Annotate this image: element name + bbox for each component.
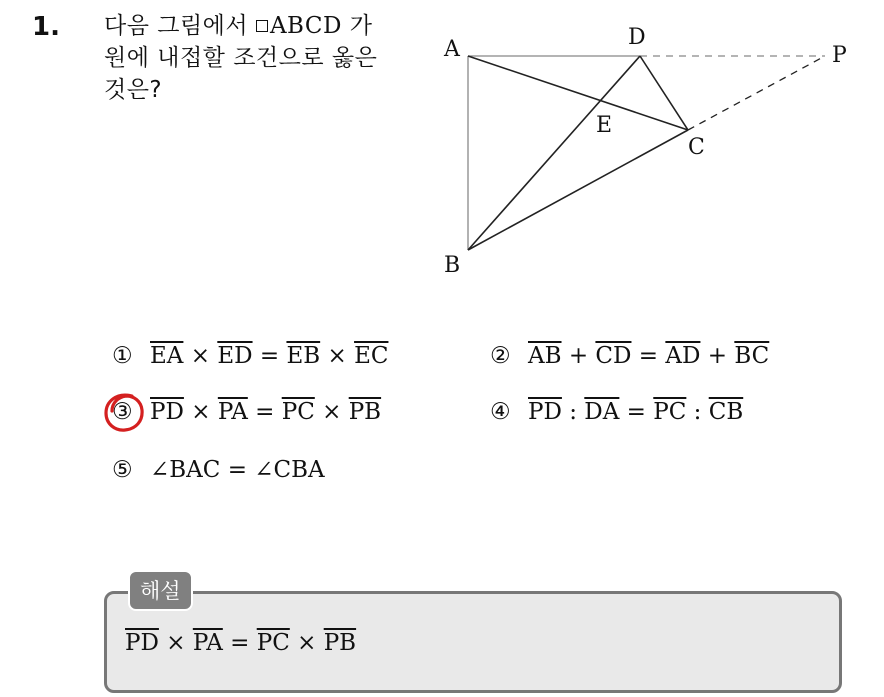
question-line-1-pre: 다음 그림에서: [104, 13, 256, 39]
choice-3-number: ③: [112, 399, 133, 425]
question-text: [104, 10, 424, 106]
segment-AC: [468, 56, 688, 130]
solution-expression: $\overline{PD} \times \overline{PA} = \overline{PC} \times \overline{PB}$: [125, 630, 357, 656]
choice-5-expression: ∠BAC = ∠CBA: [150, 457, 325, 483]
label-C: C: [688, 135, 705, 160]
choice-4-number: ④: [490, 399, 511, 425]
choice-1[interactable]: [112, 343, 388, 369]
question-line-2: 원에 내접할 조건으로 옳은: [104, 45, 378, 71]
answer-circle-mark-icon: [102, 390, 146, 434]
question-line-1: [104, 10, 424, 42]
label-A: A: [444, 37, 460, 62]
choice-3-expression: $\overline{PD} \times \overline{PA} = \overline{PC} \times \overline{PB}$: [150, 399, 382, 425]
quadrilateral-symbol-icon: [256, 20, 268, 32]
question-number: 1.: [32, 12, 60, 42]
choice-5[interactable]: [112, 457, 325, 483]
choice-1-number: ①: [112, 343, 133, 369]
segment-CP-dashed: [688, 56, 825, 130]
geometry-figure: [430, 20, 870, 280]
segment-BC: [468, 130, 688, 250]
choice-2-number: ②: [490, 343, 511, 369]
label-D: D: [628, 25, 646, 50]
answer-circle-stroke: [106, 395, 142, 430]
geometry-diagram: [430, 20, 870, 280]
question-line-3: 것은?: [104, 77, 163, 103]
label-P: P: [832, 43, 847, 68]
choice-5-number: ⑤: [112, 457, 133, 483]
segment-DC: [640, 56, 688, 130]
label-E: E: [596, 113, 613, 138]
choice-2[interactable]: [490, 343, 769, 369]
choice-1-expression: $\overline{EA} \times \overline{ED} = \overline{EB} \times \overline{EC}$: [150, 343, 389, 369]
label-B: B: [444, 253, 461, 278]
question-line-1-post: 가: [341, 13, 373, 39]
choice-3[interactable]: [112, 399, 381, 425]
choice-4-expression: $\overline{PD}$ : $\overline{DA} = \overline{PC}$ : $\overline{CB}$: [528, 399, 744, 425]
quadrilateral-name: ABCD: [269, 13, 342, 39]
choice-2-expression: $\overline{AB} + \overline{CD} = \overline{AD} + \overline{BC}$: [528, 343, 770, 369]
choice-4[interactable]: [490, 399, 743, 425]
solution-tag: 해설: [128, 570, 193, 611]
